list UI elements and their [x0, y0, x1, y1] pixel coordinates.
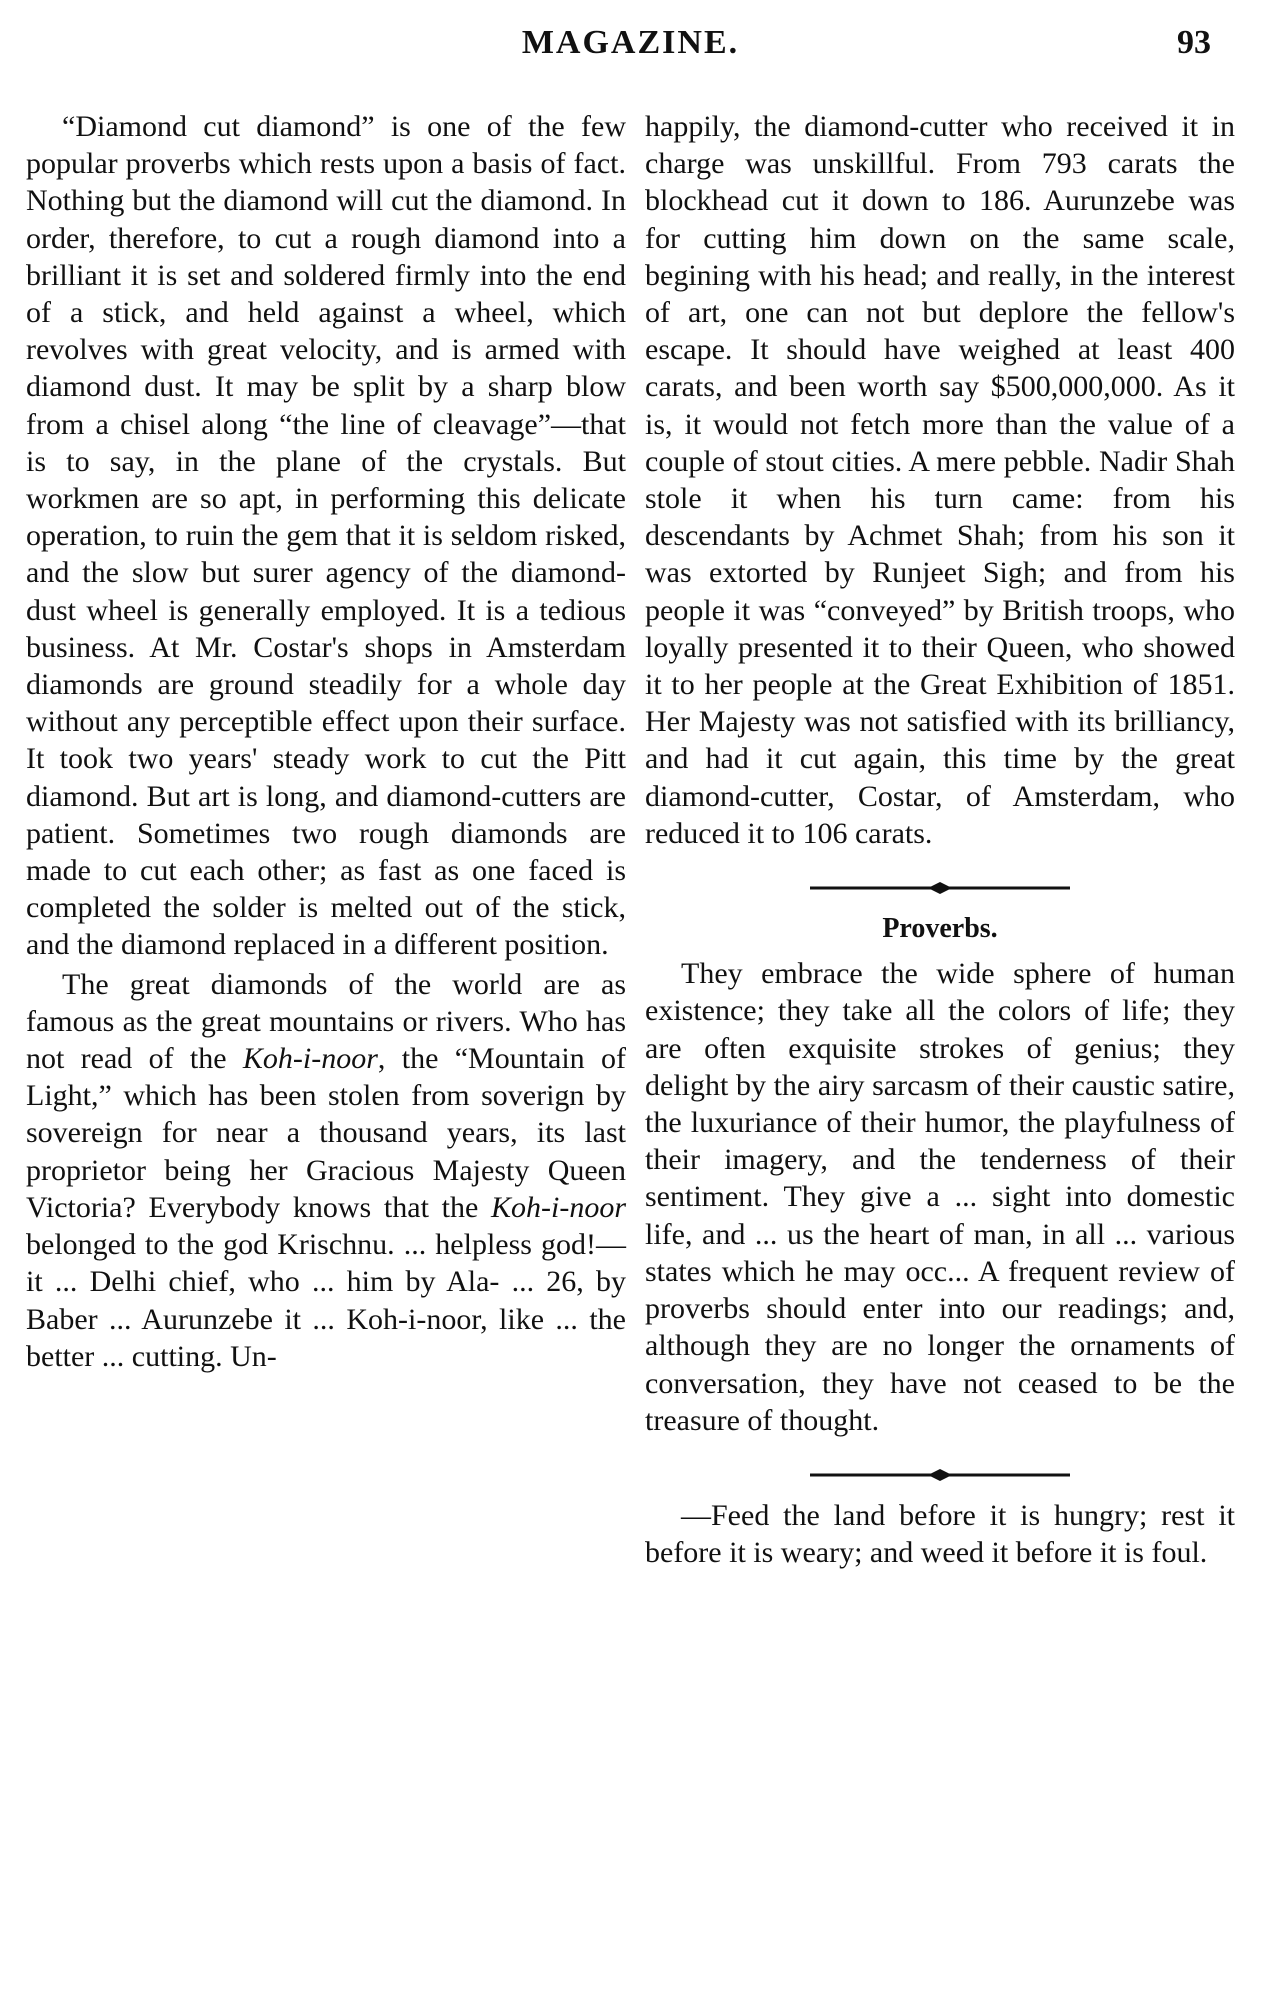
section-divider: [810, 1467, 1070, 1483]
koh-i-noor-term: Koh-i-noor: [242, 1042, 378, 1076]
running-head: MAGAZINE.: [521, 24, 740, 61]
right-column: [645, 108, 1235, 1571]
paragraph-proverbs: They embrace the wide sphere of human existence; they take all the colors of life; they are often exquisite strokes of genius; they delight by the airy sarcasm of their caustic satire, the luxuriance of their humor, the playfulness of their imagery, and the tenderness of their sentiment. They give a ... sight into domestic life, and ... us the heart of man, in all ... various states which he may occ... A frequent review of proverbs should enter into our readings; and, although they are no longer the ornaments of conversation, they have not ceased to be the treasure of thought.: [645, 957, 1235, 1437]
paragraph-text: belonged to the god Krischnu. ... helpless god!—it ... Delhi chief, who ... him by Ala- ... 26, by Baber ... Aurunzebe it ... Koh-i-noor, like ... the better ... cutting. Un-: [26, 1228, 626, 1373]
left-column: [26, 108, 626, 1375]
paragraph-great-diamonds: [26, 966, 626, 1375]
section-divider: [810, 880, 1070, 896]
paragraph-continued: happily, the diamond-cutter who received it in charge was unskillful. From 793 carats the blockhead cut it down to 186. Aurunzebe was for cutting him down on the same scale, begining with his head; and really, in the interest of art, one can not but deplore the fellow's escape. It should have weighed at least 400 carats, and been worth say $500,000,000. As it is, it would not fetch more than the value of a couple of stout cities. A mere pebble. Nadir Shah stole it when his turn came: from his descendants by Achmet Shah; from his son it was extorted by Runjeet Sigh; and from his people it was “conveyed” by British troops, who loyally presented it to their Queen, who showed it to her people at the Great Exhibition of 1851. Her Majesty was not satisfied with its brilliancy, and had it cut again, this time by the great diamond-cutter, Costar, of Amsterdam, who reduced it to 106 carats.: [645, 110, 1235, 850]
section-title-proverbs: Proverbs.: [882, 913, 998, 945]
paragraph-feed-the-land: —Feed the land before it is hungry; rest it before it is weary; and weed it before it is foul.: [645, 1498, 1235, 1570]
paragraph-diamond-cut-diamond: “Diamond cut diamond” is one of the few popular proverbs which rests upon a basis of fact. Nothing but the diamond will cut the diamond. In order, therefore, to cut a rough diamond into a brilliant it is set and soldered firmly into the end of a stick, and held against a wheel, which revolves with great velocity, and is armed with diamond dust. It may be split by a sharp blow from a chisel along “the line of cleavage”—that is to say, in the plane of the crystals. But workmen are so apt, in performing this delicate operation, to ruin the gem that it is seldom risked, and the slow but surer agency of the diamond-dust wheel is generally employed. It is a tedious business. At Mr. Costar's shops in Amsterdam diamonds are ground steadily for a whole day without any perceptible effect upon their surface. It took two years' steady work to cut the Pitt diamond. But art is long, and diamond-cutters are patient. Sometimes two rough diamonds are made to cut each other; as fast as one faced is completed the solder is melted out of the stick, and the diamond replaced in a different position.: [26, 110, 626, 962]
paragraph-text: , the “Mountain of Light,” which has been stolen from soverign by sovereign for near a thousand years, its last proprietor being her Gracious Majesty Queen Victoria? Everybody knows that the: [26, 1042, 626, 1224]
page-number: 93: [1177, 24, 1211, 61]
page-header: [0, 14, 1261, 74]
paragraph-text: The great diamonds of the world are as famous as the great mountains or rivers. Who has not read of the: [26, 967, 626, 1076]
koh-i-noor-term: Koh-i-noor: [491, 1190, 626, 1224]
